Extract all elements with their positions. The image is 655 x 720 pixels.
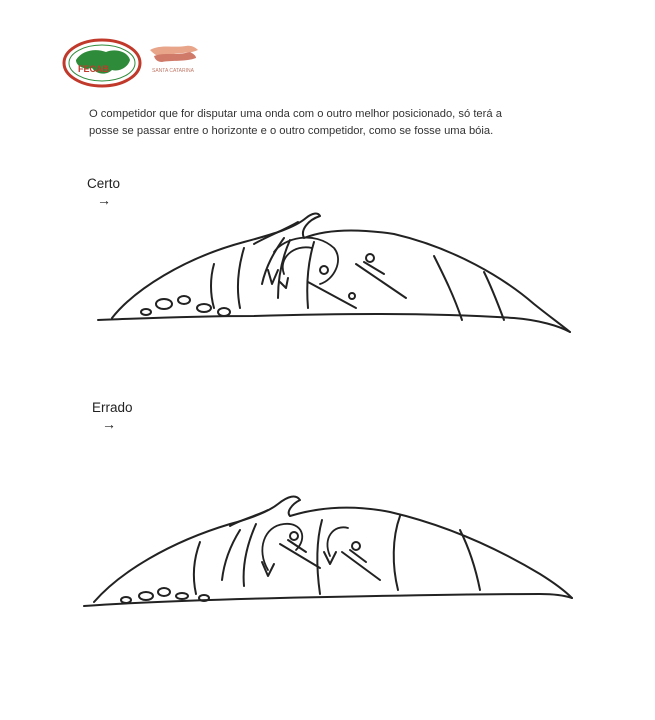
wrong-arrow: → bbox=[102, 416, 116, 432]
foam bbox=[158, 588, 170, 596]
foam bbox=[156, 299, 172, 309]
surfer-board bbox=[342, 552, 380, 580]
rule-line-2: posse se passar entre o horizonte e o outro competidor, como se fosse uma bóia. bbox=[89, 124, 494, 137]
foam bbox=[121, 597, 131, 603]
secondary-logo bbox=[146, 42, 202, 78]
correct-label: Certo bbox=[87, 176, 121, 191]
face-line bbox=[394, 516, 400, 590]
surf-path-arrow bbox=[268, 270, 278, 284]
foam bbox=[218, 308, 230, 316]
correct-arrow: → bbox=[97, 192, 111, 208]
surf-path-arrow bbox=[280, 278, 288, 288]
fecab-logo-text: FECAB bbox=[78, 64, 109, 74]
surfer-head bbox=[366, 254, 374, 262]
foam bbox=[197, 304, 211, 312]
wave-lip bbox=[222, 510, 268, 586]
surfer-head bbox=[290, 532, 298, 540]
wave-lip bbox=[254, 222, 298, 298]
correct-wave-illustration bbox=[94, 208, 574, 338]
face-line bbox=[317, 520, 322, 594]
surfer-board bbox=[356, 264, 406, 298]
surfer-head bbox=[349, 293, 355, 299]
wave-outline bbox=[94, 497, 572, 602]
rule-paragraph bbox=[89, 106, 559, 139]
fecab-logo bbox=[62, 38, 142, 88]
barrel-line bbox=[194, 542, 200, 594]
wave-base bbox=[84, 594, 572, 606]
face-line bbox=[434, 256, 504, 320]
barrel-line bbox=[211, 248, 244, 308]
rule-line-1: O competidor que for disputar uma onda com o outro melhor posicionado, só terá a bbox=[89, 108, 502, 120]
wrong-wave-illustration bbox=[80, 490, 575, 615]
surfer-head bbox=[352, 542, 360, 550]
secondary-logo-text: SANTA CATARINA bbox=[152, 68, 194, 74]
surf-path bbox=[327, 527, 348, 556]
surf-path bbox=[262, 524, 302, 570]
foam bbox=[176, 593, 188, 599]
wave-base bbox=[98, 314, 570, 332]
wrong-label: Errado bbox=[92, 400, 133, 415]
surfer-head bbox=[320, 266, 328, 274]
barrel-line bbox=[307, 242, 314, 308]
foam bbox=[139, 592, 153, 600]
foam bbox=[199, 595, 209, 601]
foam bbox=[141, 309, 151, 315]
foam bbox=[178, 296, 190, 304]
